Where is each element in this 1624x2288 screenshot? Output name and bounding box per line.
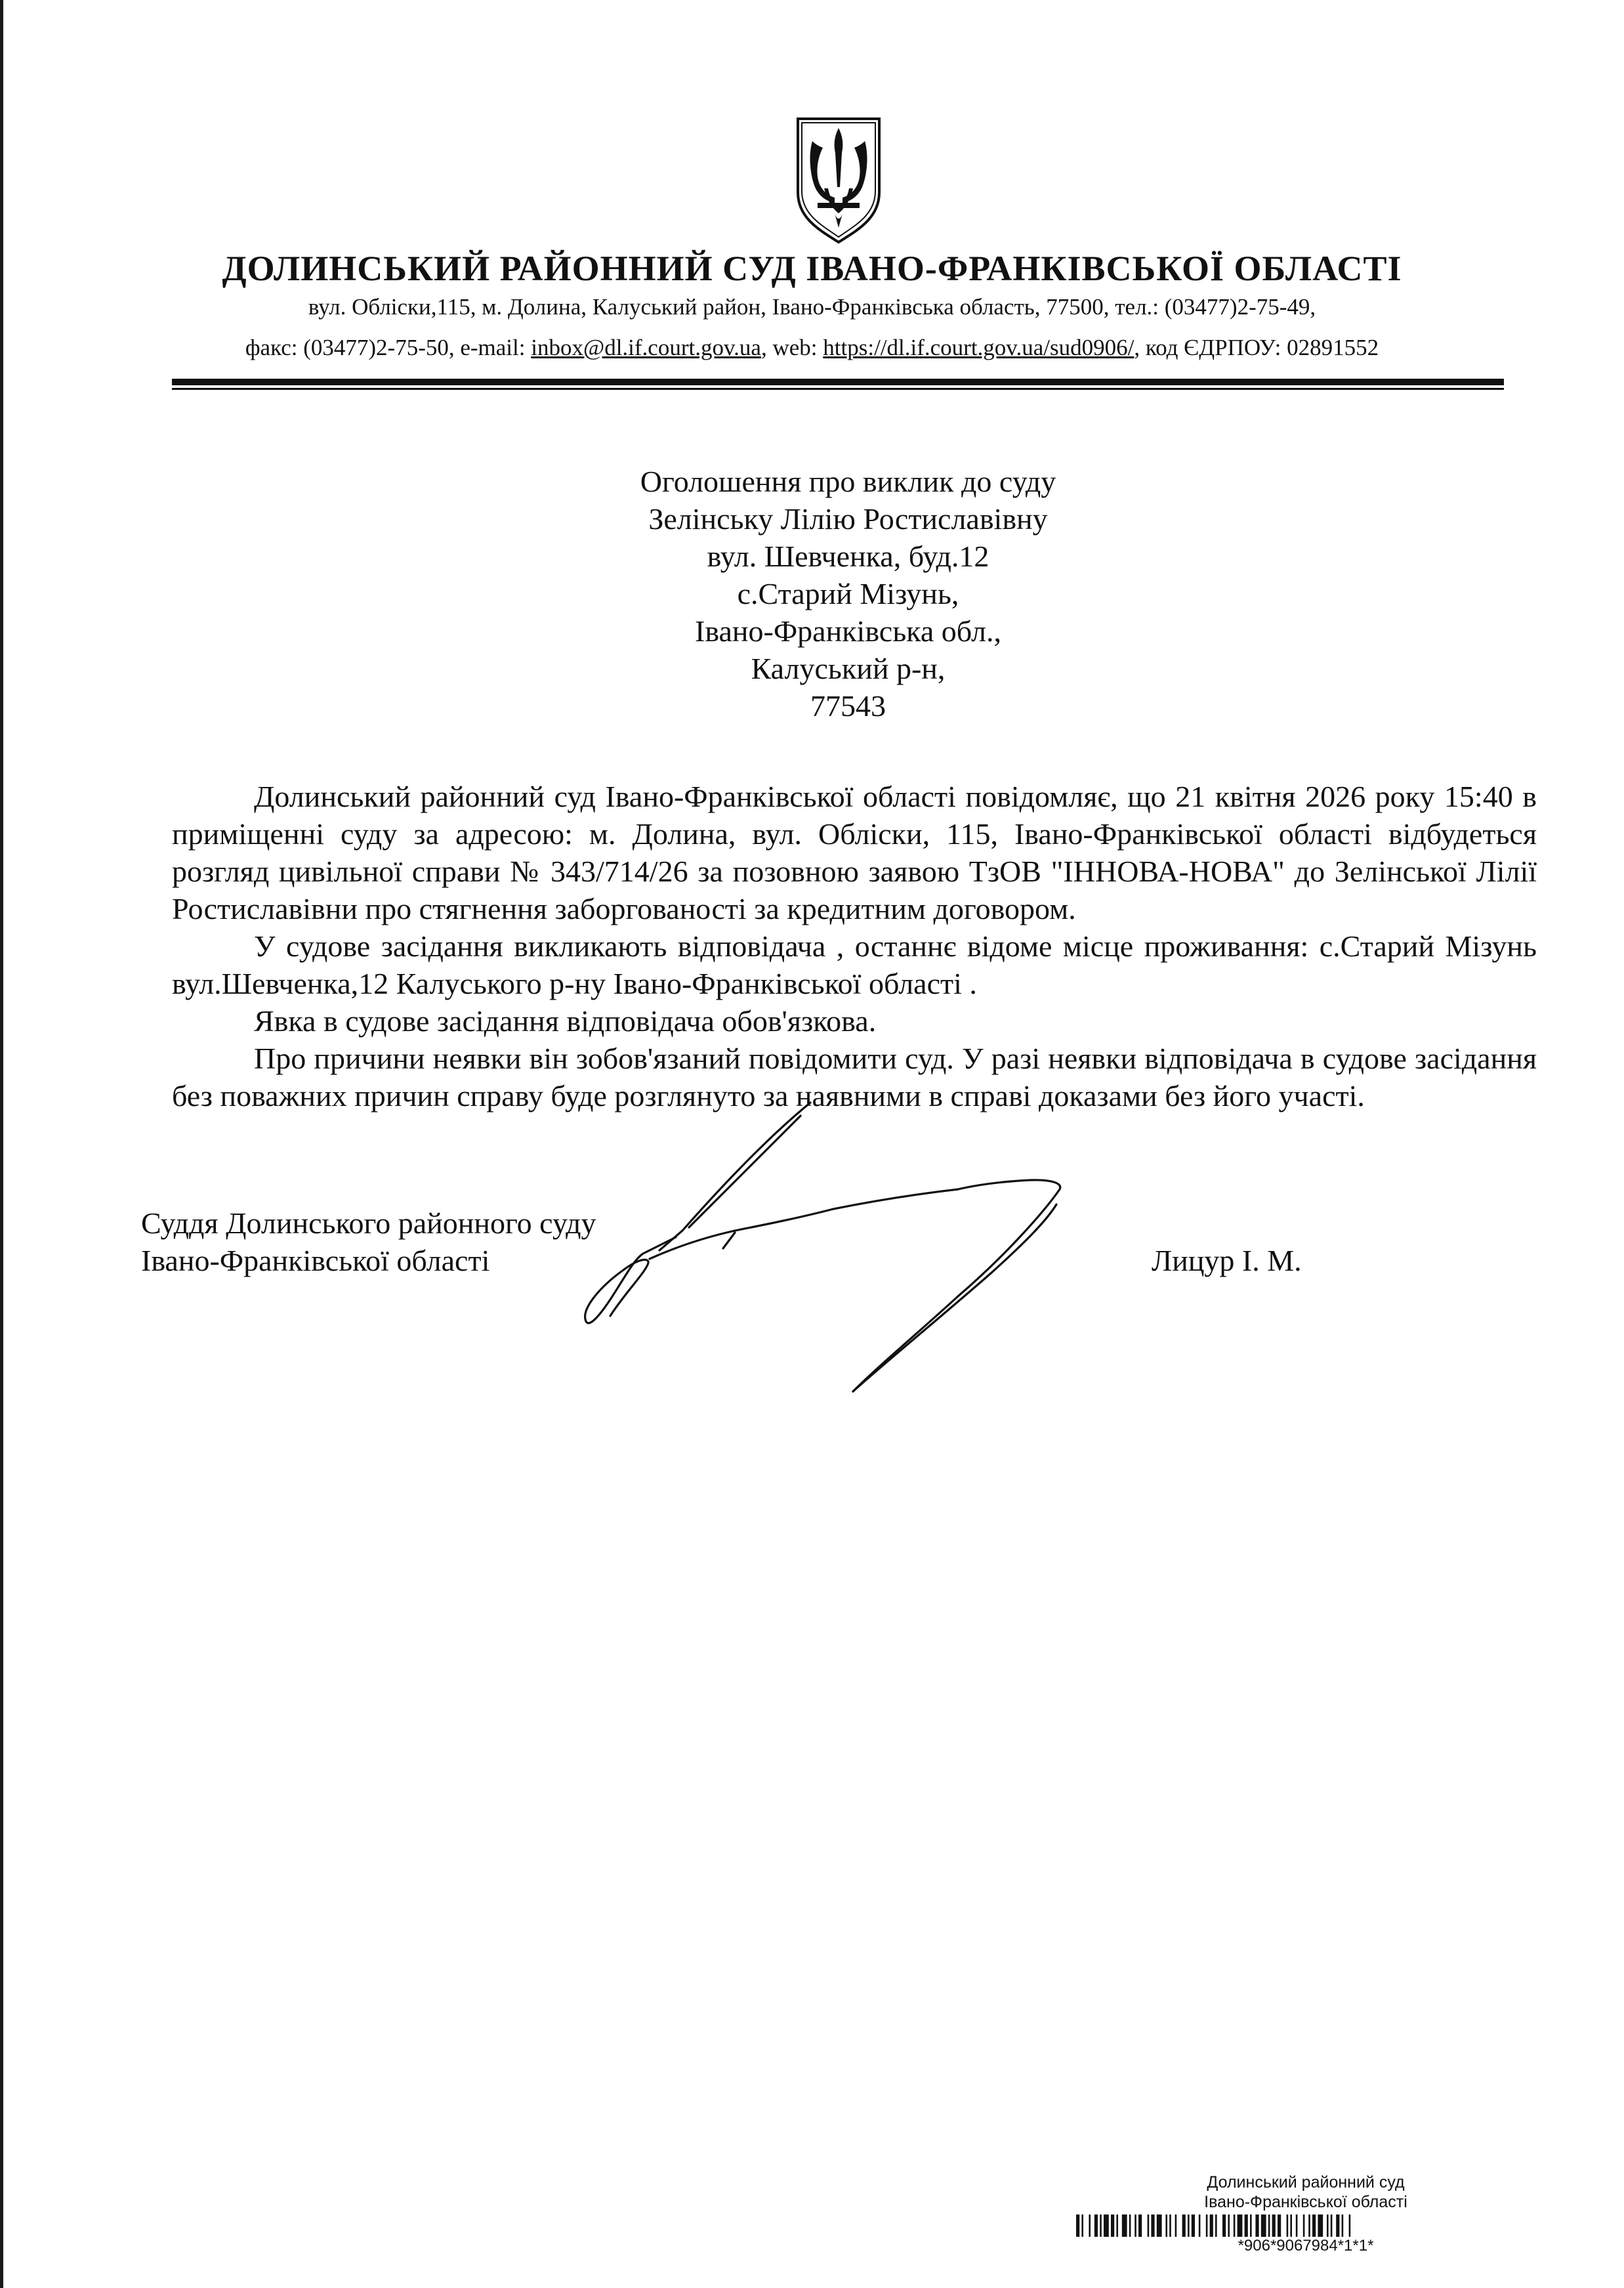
addressee-street: вул. Шевченка, буд.12 (707, 540, 989, 573)
summons-paragraph: У судове засідання викликають відповідача , останнє відоме місце проживання: с.Старий Мізунь вул.Шевченка,12 Калуського р-ну Івано-Франківської області . (172, 929, 1537, 1000)
header-divider-thin (172, 388, 1504, 390)
court-name: ДОЛИНСЬКИЙ РАЙОННИЙ СУД ІВАНО-ФРАНКІВСЬКОЇ ОБЛАСТІ (222, 249, 1402, 288)
email-link[interactable]: inbox@dl.if.court.gov.ua (531, 335, 761, 360)
fax-label: факс: (03477)2-75-50, e-mail: (245, 335, 531, 360)
judge-title-line-1: Суддя Долинського районного суду (141, 1206, 596, 1240)
notice-title: Оголошення про виклик до суду (640, 465, 1056, 498)
court-contacts (0, 335, 1624, 361)
barcode-number: *906*9067984*1*1* (1238, 2237, 1374, 2255)
notice-body (172, 778, 1537, 1114)
notice-addressee-block (525, 463, 1171, 725)
absence-paragraph: Про причини неявки він зобов'язаний повідомити суд. У разі неявки відповідача в судове засідання без поважних причин справу буде розглянуто за наявними в справі доказами без його участі. (172, 1042, 1537, 1112)
addressee-village: с.Старий Мізунь, (737, 577, 959, 610)
addressee-name: Зелінську Лілію Ростиславівну (648, 502, 1048, 536)
header-divider (172, 379, 1504, 385)
trident-icon (793, 115, 885, 246)
stamp-court-name: Долинський районний суд (1207, 2173, 1405, 2192)
hearing-paragraph: Долинський районний суд Івано-Франківської області повідомляє, що 21 квітня 2026 року 15:40 в приміщенні суду за адресою: м. Долина, вул. Обліски, 115, Івано-Франківської області відбудеться розгляд цивільної справи № 343/714/26 за позовною заявою ТзОВ "ІННОВА-НОВА" до Зелінської Лілії Ростиславівни про стягнення заборгованості за кредитним договором. (172, 780, 1537, 925)
judge-title-line-2: Івано-Франківської області (141, 1244, 490, 1277)
signature-icon (571, 1096, 1201, 1398)
court-address: вул. Обліски,115, м. Долина, Калуський район, Івано-Франківська область, 77500, тел.: (03477)2-75-49, (308, 294, 1316, 320)
attendance-paragraph: Явка в судове засідання відповідача обов'язкова. (254, 1004, 877, 1038)
barcode-icon (1076, 2214, 1535, 2237)
judge-name: Лицур І. М. (1152, 1244, 1302, 1277)
website-link[interactable]: https://dl.if.court.gov.ua/sud0906/ (823, 335, 1135, 360)
judge-title (141, 1204, 596, 1279)
addressee-region: Івано-Франківська обл., (695, 614, 1001, 648)
edrpou-code: , код ЄДРПОУ: 02891552 (1134, 335, 1379, 360)
web-label: , web: (760, 335, 823, 360)
stamp-region: Івано-Франківської області (1204, 2193, 1407, 2211)
registration-stamp (1076, 2172, 1535, 2255)
addressee-postcode: 77543 (810, 689, 886, 723)
addressee-district: Калуський р-н, (751, 652, 946, 685)
